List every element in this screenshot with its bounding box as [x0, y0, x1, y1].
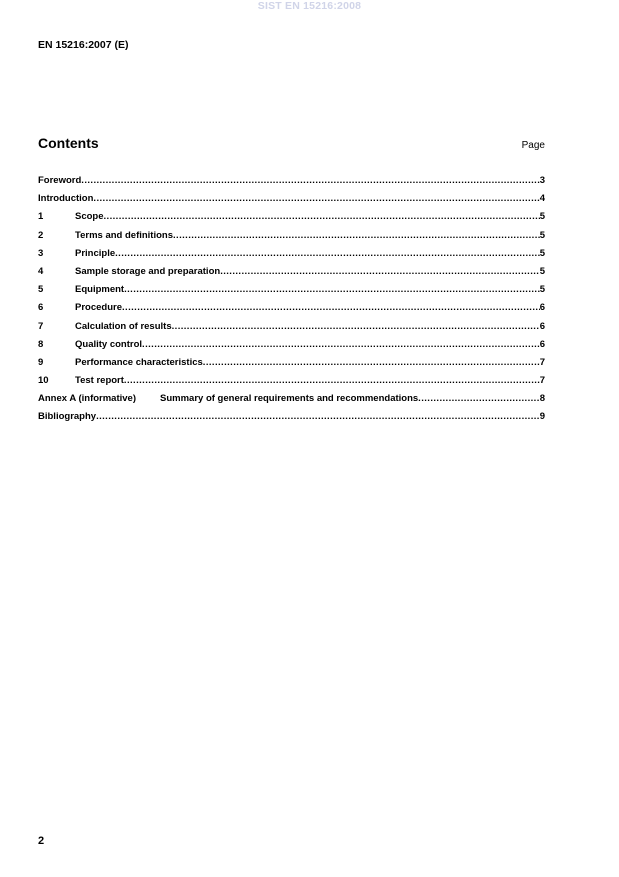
document-id: EN 15216:2007 (E) [38, 39, 129, 51]
toc-entry-page: 5 [539, 211, 545, 223]
watermark: SIST EN 15216:2008 [257, 0, 362, 12]
toc-entry-page: 4 [539, 193, 545, 205]
toc-entry-title: Terms and definitions [75, 229, 174, 241]
toc-entry-subtitle: Summary of general requirements and recommendations [160, 393, 419, 405]
toc-entry-title: Sample storage and preparation [75, 265, 221, 277]
toc-dot-leader [172, 321, 540, 332]
toc-entry[interactable] [38, 411, 545, 429]
toc-entry[interactable] [38, 393, 545, 411]
toc-entry-page: 5 [539, 247, 545, 259]
toc-entry-page: 3 [539, 175, 545, 186]
toc-dot-leader [122, 302, 540, 313]
toc-dot-leader [115, 248, 540, 259]
toc-entry[interactable] [38, 266, 545, 284]
toc-entry-number: 9 [38, 356, 44, 368]
toc-entry-number: 8 [38, 338, 44, 350]
toc-entry-number: 3 [38, 247, 44, 259]
toc-entry-number: 6 [38, 302, 44, 314]
toc-entry-title: Test report [75, 375, 124, 387]
toc-entry[interactable] [38, 375, 545, 393]
toc-dot-leader [96, 411, 540, 422]
toc-entry-title: Performance characteristics [75, 356, 203, 368]
toc-entry[interactable] [38, 175, 545, 193]
toc-entry-page: 8 [539, 393, 545, 405]
toc-entry-title: Annex A (informative) [38, 393, 137, 405]
toc-entry[interactable] [38, 193, 545, 211]
contents-title: Contents [38, 135, 99, 151]
toc-entry[interactable] [38, 302, 545, 320]
toc-dot-leader [418, 393, 540, 404]
toc-entry-page: 6 [539, 320, 545, 332]
toc-entry[interactable] [38, 230, 545, 248]
page-number: 2 [38, 835, 45, 847]
toc-entry[interactable] [38, 248, 545, 266]
toc-entry-title: Bibliography [38, 411, 97, 423]
toc-entry-page: 6 [539, 302, 545, 314]
toc-dot-leader [124, 284, 540, 295]
toc-entry-number: 10 [38, 375, 49, 387]
toc-entry-page: 9 [539, 411, 545, 423]
toc-entry-title: Equipment [75, 284, 125, 296]
toc-entry-number: 1 [38, 211, 44, 223]
toc-entry-page: 7 [539, 356, 545, 368]
toc-entry[interactable] [38, 357, 545, 375]
toc-entry-page: 7 [539, 375, 545, 387]
toc-entry-number: 7 [38, 320, 44, 332]
toc-entry-title: Scope [75, 211, 104, 223]
toc-entry-number: 2 [38, 229, 44, 241]
toc-entry-page: 5 [539, 229, 545, 241]
toc-entry-title: Calculation of results [75, 320, 172, 332]
toc-entry[interactable] [38, 321, 545, 339]
toc-entry-title: Principle [75, 247, 116, 259]
toc-dot-leader [81, 175, 539, 186]
toc-entry[interactable] [38, 284, 545, 302]
toc-entry-number: 5 [38, 284, 44, 296]
toc-dot-leader [93, 193, 539, 204]
toc-entry[interactable] [38, 211, 545, 229]
toc-entry-title: Procedure [75, 302, 122, 314]
toc-entry-page: 6 [539, 338, 545, 350]
toc-dot-leader [142, 339, 540, 350]
toc-entry-title: Foreword [38, 175, 82, 186]
toc-dot-leader [173, 230, 540, 241]
toc-dot-leader [104, 211, 540, 222]
toc-entry-page: 5 [539, 265, 545, 277]
toc-entry-title: Quality control [75, 338, 143, 350]
toc-dot-leader [203, 357, 540, 368]
toc-entry-page: 5 [539, 284, 545, 296]
toc-entry[interactable] [38, 339, 545, 357]
toc-entry-title: Introduction [38, 193, 94, 205]
table-of-contents [38, 175, 545, 430]
toc-entry-number: 4 [38, 265, 44, 277]
toc-dot-leader [124, 375, 540, 386]
toc-dot-leader [220, 266, 540, 277]
page-column-label: Page [521, 140, 545, 151]
